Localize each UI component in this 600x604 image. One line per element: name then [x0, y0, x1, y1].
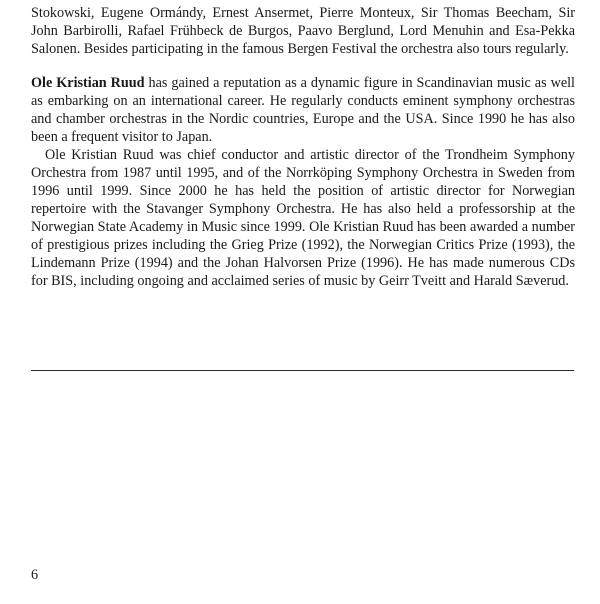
- conductor-name: Ole Kristian Ruud: [31, 75, 145, 91]
- page-number: 6: [31, 567, 39, 583]
- paragraph-orchestra-conductors: Stokowski, Eugene Ormándy, Ernest Ansermet, Pierre Monteux, Sir Thomas Beecham, Sir John Barbirolli, Rafael Frühbeck de Burgos, Paavo Berglund, Lord Menuhin and Esa-Pekka Salonen. Besides participating in the famous Bergen Festival the orchestra also tours regularly.: [31, 5, 575, 57]
- paragraph-ruud-intro-text: has gained a reputation as a dynamic figure in Scandinavian music as well as embarking on an international career. He regularly conducts eminent symphony orchestras and chamber orchestras in the Nordic countries, Europe and the USA. Since 1990 he has also been a frequent visitor to Japan.: [31, 75, 575, 145]
- horizontal-divider: [31, 370, 574, 371]
- paragraph-ruud-career: Ole Kristian Ruud was chief conductor and artistic director of the Trondheim Symphony Orchestra from 1987 until 1995, and of the Norrköping Symphony Orchestra in Sweden from 1996 until 1999. Since 2000 he has held the position of artistic director for Norwegian repertoire with the Stavanger Symphony Orchestra. He has also held a professorship at the Norwegian State Academy in Music since 1999. Ole Kristian Ruud has been awarded a number of prestigious prizes including the Grieg Prize (1992), the Norwegian Critics Prize (1993), the Lindemann Prize (1994) and the Johan Halvorsen Prize (1996). He has made numerous CDs for BIS, including ongoing and acclaimed series of music by Geirr Tveitt and Harald Sæverud.: [31, 147, 575, 289]
- document-body: [31, 4, 575, 290]
- paragraph-gap: [31, 58, 575, 74]
- paragraph-ruud-intro: [31, 74, 575, 146]
